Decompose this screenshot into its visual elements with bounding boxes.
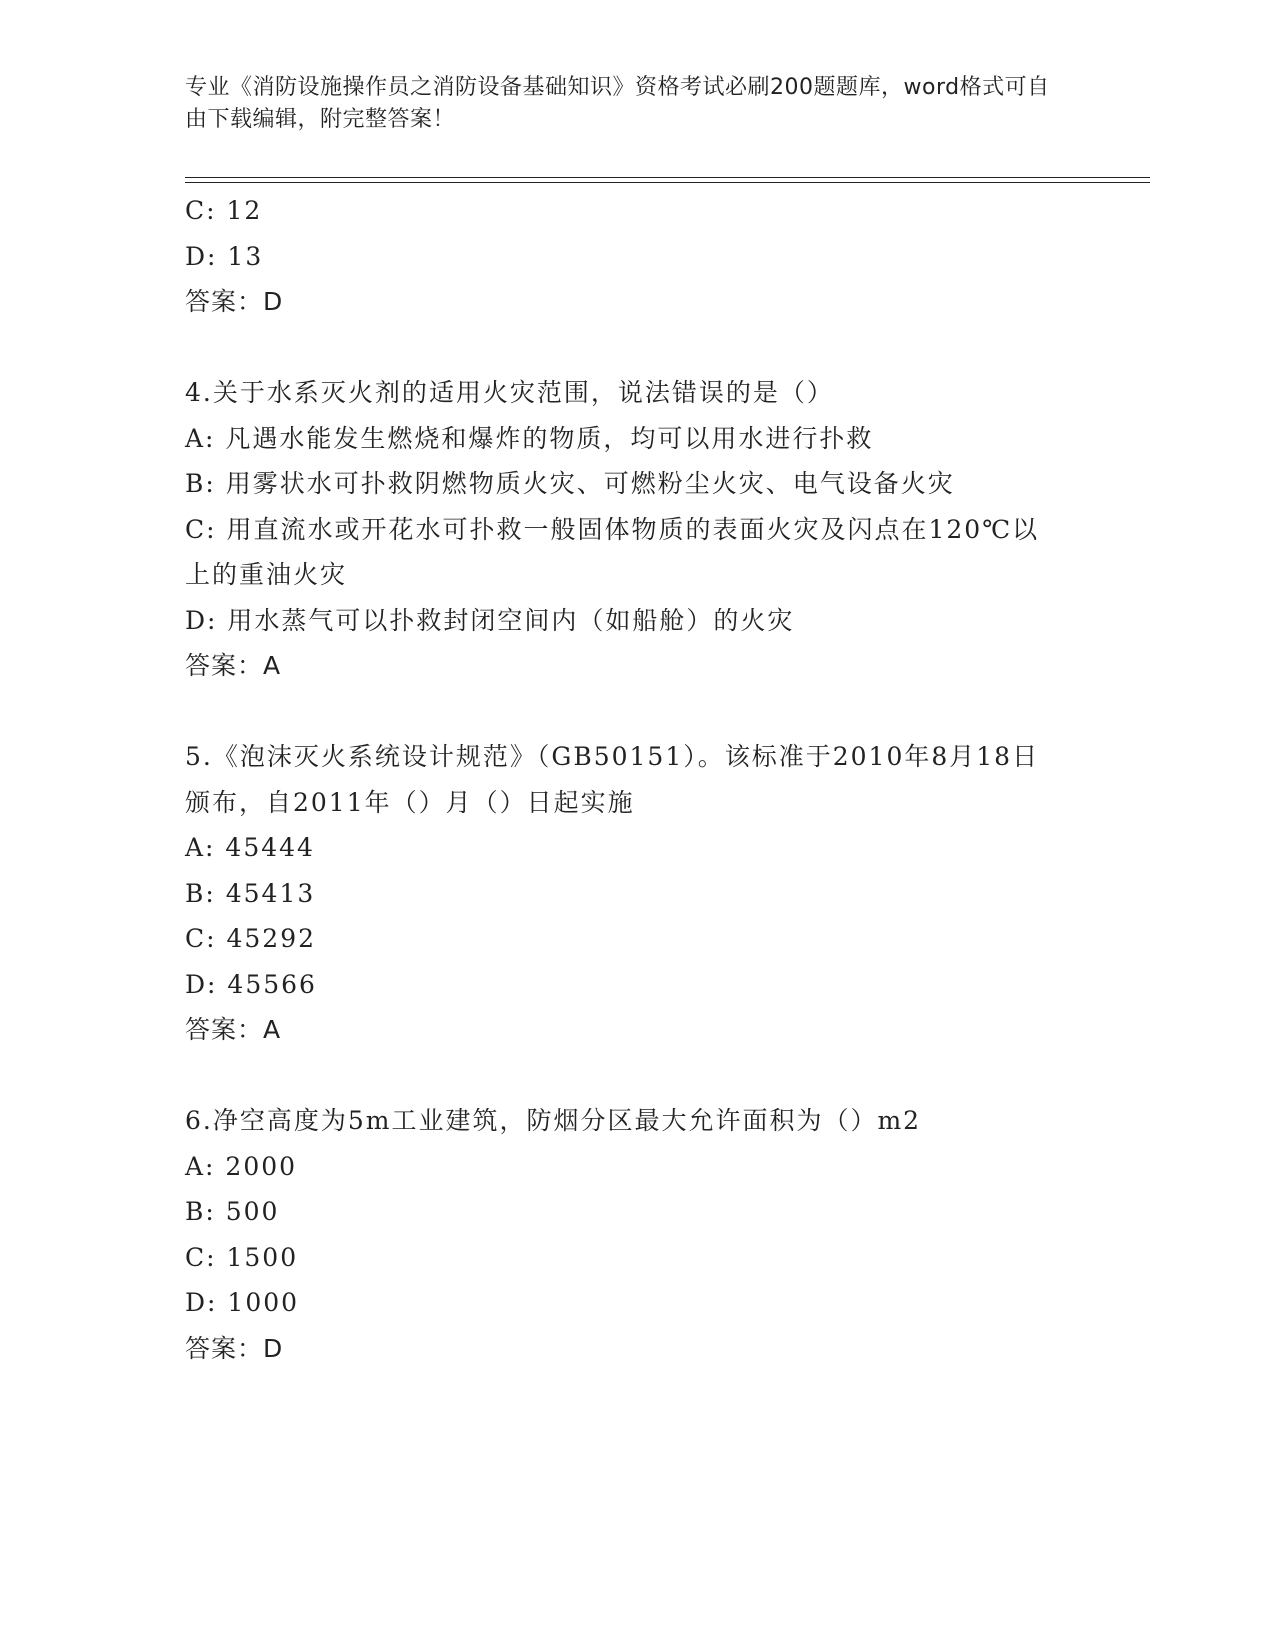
option-d: D: 1000 [185, 1288, 300, 1317]
spacer [185, 1053, 1065, 1099]
option-b: B: 用雾状水可扑救阴燃物质火灾、可燃粉尘火灾、电气设备火灾 [185, 469, 955, 498]
spacer [185, 689, 1065, 735]
answer-label: 答案：A [185, 1015, 282, 1044]
option-c: C: 45292 [185, 924, 317, 953]
question-stem: 6.净空高度为5m工业建筑，防烟分区最大允许面积为（）m2 [185, 1106, 922, 1135]
option-c: C: 12 [185, 196, 263, 225]
option-d: D: 45566 [185, 969, 317, 999]
option-c: C: 用直流水或开花水可扑救一般固体物质的表面火灾及闪点在120℃以上的重油火灾 [185, 514, 1040, 589]
option-d: D: 用水蒸气可以扑救封闭空间内（如船舱）的火灾 [185, 605, 795, 635]
option-a: A: 凡遇水能发生燃烧和爆炸的物质，均可以用水进行扑救 [185, 423, 874, 453]
answer-label: 答案：D [185, 1333, 284, 1363]
header-divider-bottom [185, 182, 1150, 183]
question-6 [185, 1098, 1065, 1371]
answer-label: 答案：A [185, 651, 282, 680]
option-a: A: 45444 [185, 833, 315, 862]
question-5 [185, 734, 1065, 1053]
question-3-tail [185, 188, 1065, 325]
spacer [185, 325, 1065, 371]
option-b: B: 45413 [185, 878, 316, 908]
option-c: C: 1500 [185, 1242, 299, 1272]
page-header: 专业《消防设施操作员之消防设备基础知识》资格考试必刷200题题库，word格式可自由下载编辑，附完整答案！ [185, 75, 1050, 132]
header-divider-top [185, 177, 1150, 178]
option-b: B: 500 [185, 1197, 280, 1226]
question-list [185, 188, 1065, 1371]
option-d: D: 13 [185, 241, 264, 271]
answer-label: 答案：D [185, 287, 284, 316]
option-a: A: 2000 [185, 1151, 298, 1181]
question-stem: 4.关于水系灭火剂的适用火灾范围，说法错误的是（） [185, 378, 834, 407]
question-stem: 5.《泡沫灭火系统设计规范》（GB50151）。该标准于2010年8月18日颁布，自2011年（）月（）日起实施 [185, 742, 1040, 817]
question-4 [185, 370, 1065, 689]
